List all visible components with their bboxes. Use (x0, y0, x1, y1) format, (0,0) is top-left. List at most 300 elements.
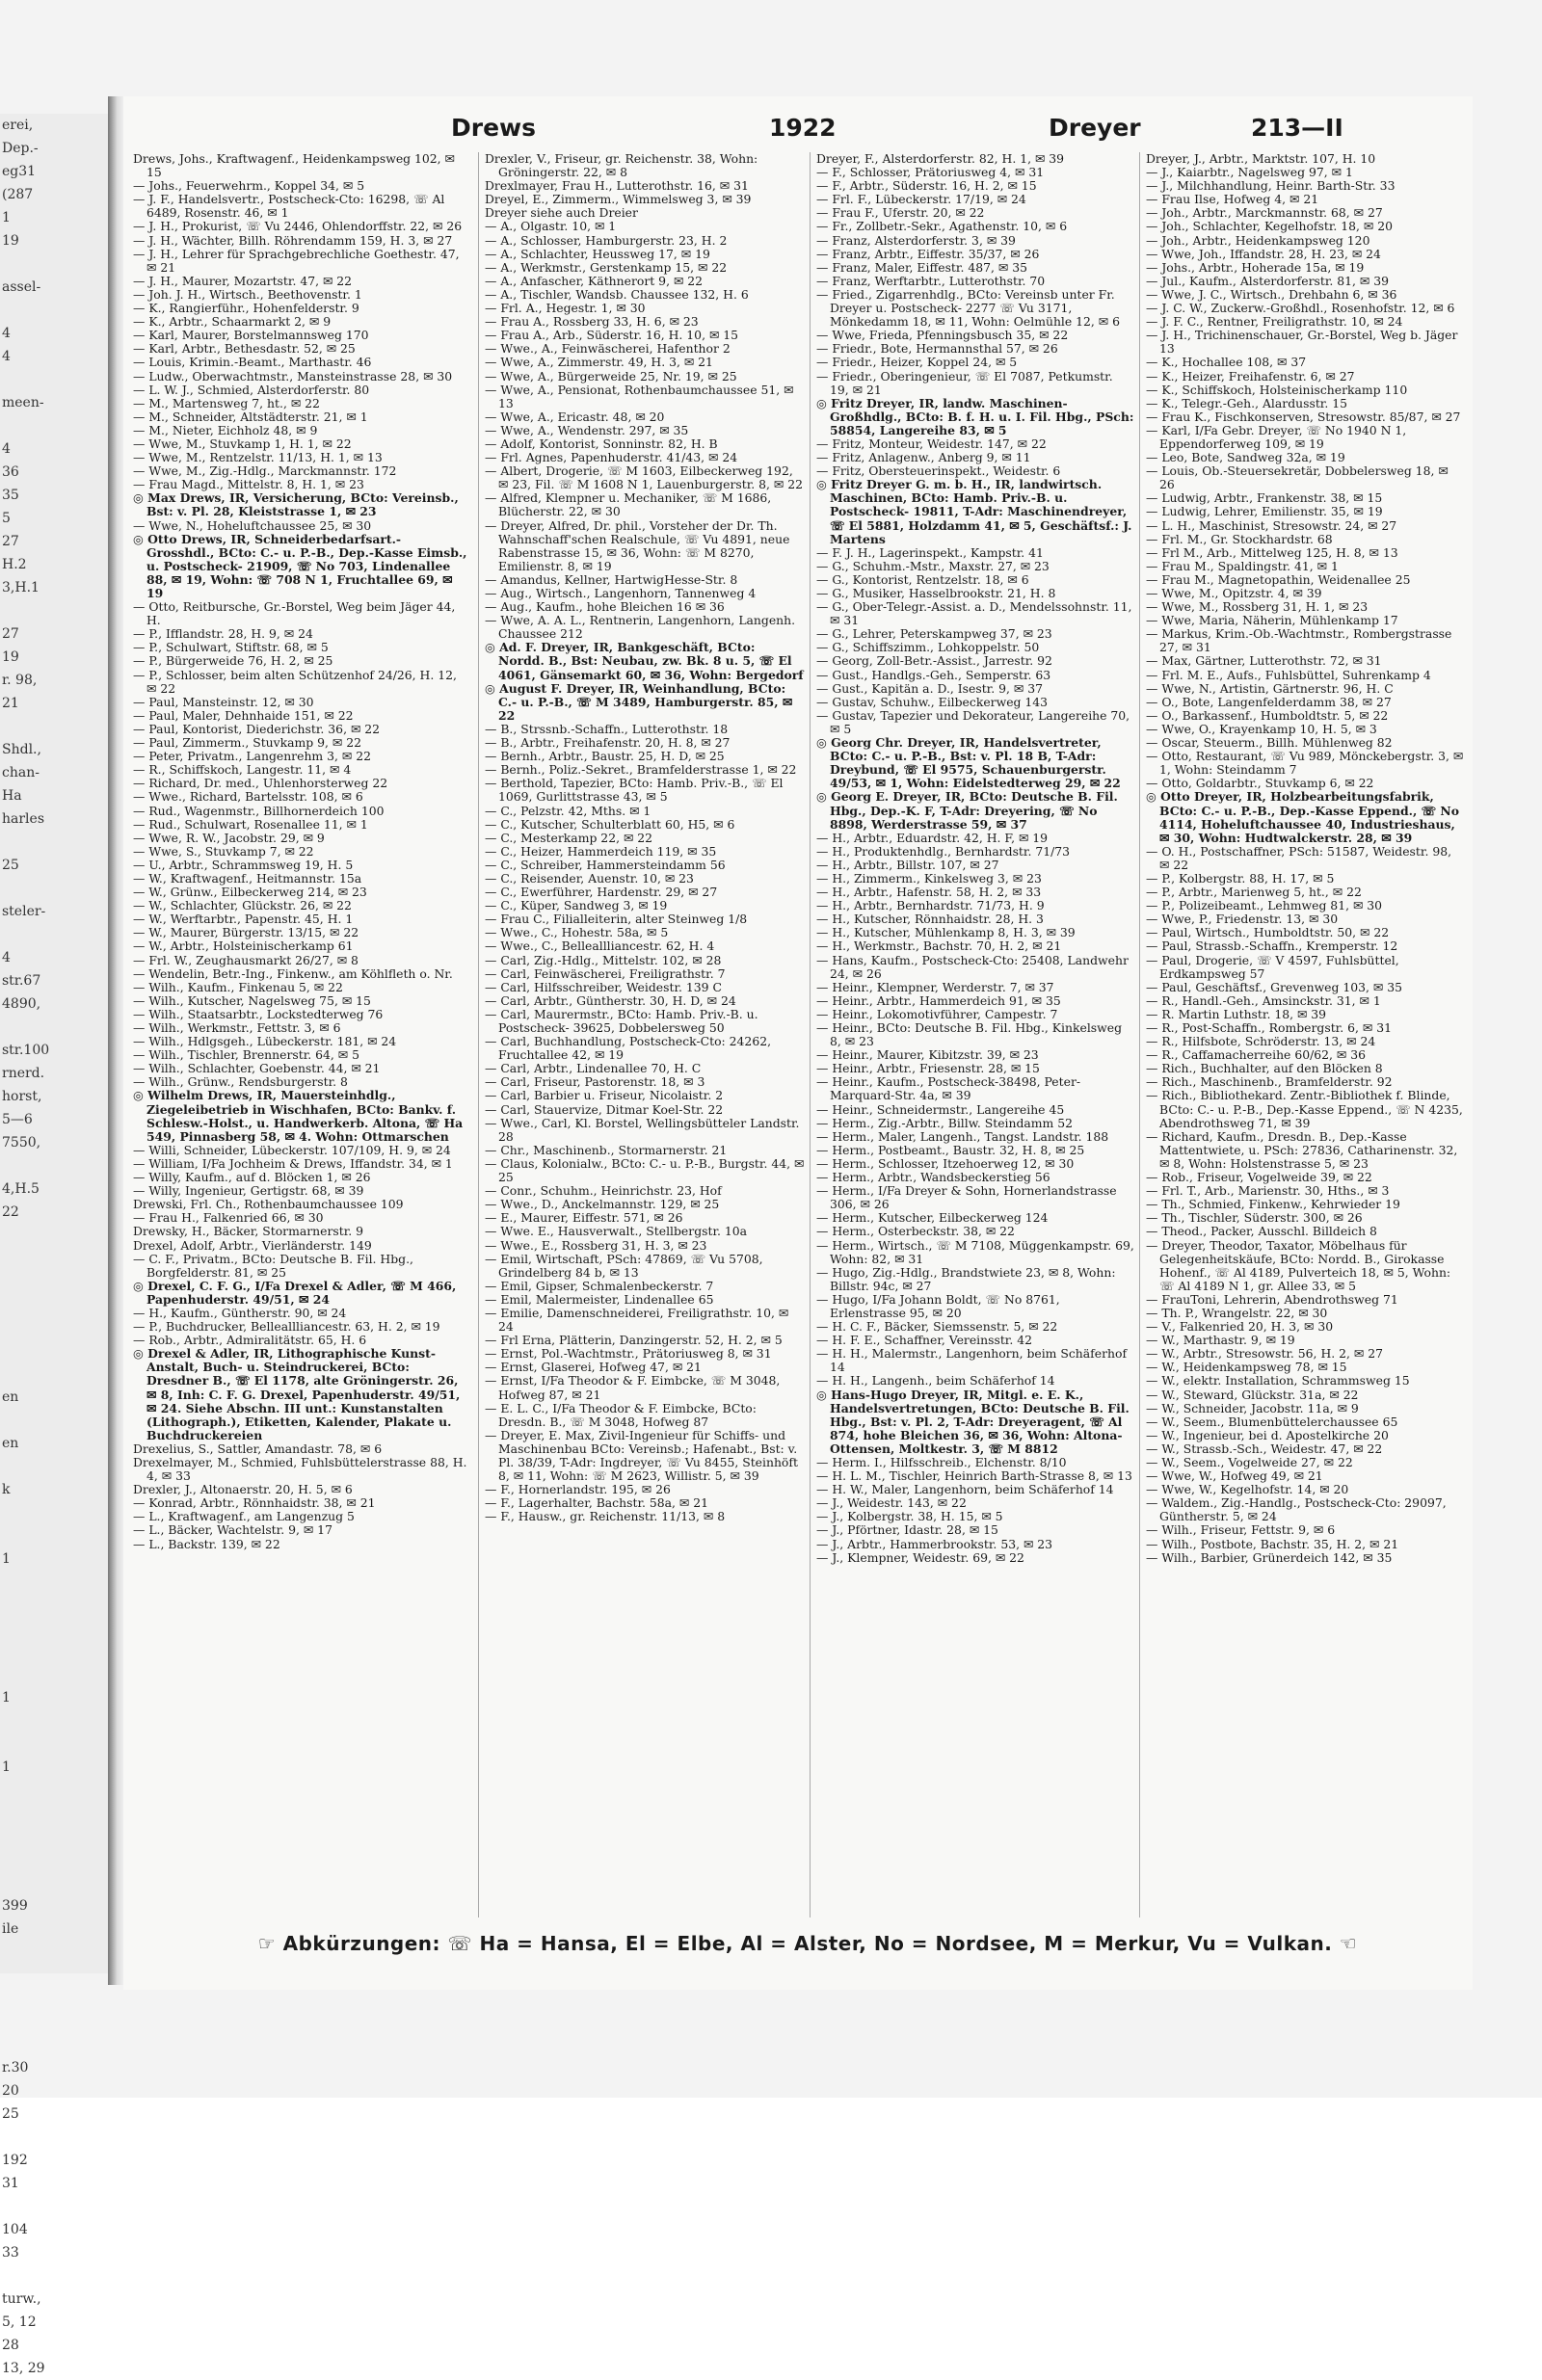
directory-entry: — W., Steward, Glückstr. 31a, ✉ 22 (1146, 1387, 1359, 1402)
directory-entry: — E., Maurer, Eiffestr. 571, ✉ 26 (485, 1210, 683, 1226)
directory-entry: Dreyer siehe auch Dreier (485, 205, 638, 221)
directory-entry: — Frl. T., Arb., Marienstr. 30, Hths., ✉ 3 (1146, 1183, 1390, 1199)
previous-page-fragment (0, 1663, 108, 1686)
directory-entry: — C., Mesterkamp 22, ✉ 22 (485, 830, 653, 845)
previous-page-fragment: 7550, (2, 1135, 41, 1150)
directory-entry: — P., Kolbergstr. 88, H. 17, ✉ 5 (1146, 870, 1335, 886)
directory-entry: — Wwe, A. A. L., Rentnerin, Langenhorn, Langenh. Chaussee 212 (485, 613, 796, 642)
directory-entry: — Emilie, Damenschneiderei, Freiligrathstr. 10, ✉ 24 (485, 1305, 789, 1335)
previous-page-fragment: en (2, 1389, 19, 1405)
directory-entry: — Wwe, W., Hofweg 49, ✉ 21 (1146, 1468, 1323, 1484)
directory-entry: — Wwe., C., Belleallliancestr. 62, H. 4 (485, 939, 715, 954)
directory-entry: Drews, Johs., Kraftwagenf., Heidenkampsweg 102, ✉ 15 (133, 151, 455, 180)
directory-entry: — Paul, Maler, Dehnhaide 151, ✉ 22 (133, 707, 354, 723)
previous-page-fragment: 4890, (2, 996, 41, 1012)
previous-page-fragment: eg31 (2, 164, 37, 179)
directory-entry: — Max, Gärtner, Lutterothstr. 72, ✉ 31 (1146, 653, 1382, 669)
directory-entry: — M., Nieter, Eichholz 48, ✉ 9 (133, 422, 318, 437)
directory-entry: — Wilh., Grünw., Rendsburgerstr. 8 (133, 1074, 348, 1090)
directory-entry: — Carl, Stauervize, Ditmar Koel-Str. 22 (485, 1101, 724, 1117)
directory-entry: — L. W. J., Schmied, Alsterdorferstr. 80 (133, 382, 370, 397)
directory-entry: — J. H., Maurer, Mozartstr. 47, ✉ 22 (133, 273, 353, 288)
directory-entry: — Wwe, M., Rentzelstr. 11/13, H. 1, ✉ 13 (133, 450, 383, 465)
previous-page-fragment: 1 (2, 1551, 11, 1567)
directory-entry: — R., Hilfsbote, Schröderstr. 13, ✉ 24 (1146, 1034, 1376, 1049)
directory-entry: — Wwe., A., Feinwäscherei, Hafenthor 2 (485, 341, 731, 357)
directory-entry: — Jul., Kaufm., Alsterdorferstr. 81, ✉ 39 (1146, 273, 1389, 288)
directory-entry: — FrauToni, Lehrerin, Abendrothsweg 71 (1146, 1291, 1398, 1307)
directory-entry: — J. H., Trichinenschauer, Gr.-Borstel, Weg b. Jäger 13 (1146, 328, 1458, 357)
directory-entry: — Wilh., Tischler, Brennerstr. 64, ✉ 5 (133, 1047, 360, 1063)
directory-entry: — G., Musiker, Hasselbrookstr. 21, H. 8 (816, 586, 1056, 600)
directory-entry: — Herm. I., Hilfsschreib., Elchenstr. 8/10 (816, 1455, 1067, 1469)
directory-entry: — Franz, Arbtr., Eiffestr. 35/37, ✉ 26 (816, 246, 1040, 261)
directory-entry: — M., Martensweg 7, ht., ✉ 22 (133, 395, 320, 410)
directory-entry: ◎ Georg E. Dreyer, IR, BCto: Deutsche B. Fil. Hbg., Dep.-K. F, T-Adr: Dreyering, ☏ No 8898, Werderstrasse 59, ✉ 37 (816, 789, 1118, 832)
previous-page-fragment (0, 599, 108, 622)
directory-entry: ◎ Ad. F. Dreyer, IR, Bankgeschäft, BCto: Nordd. B., Bst: Neubau, zw. Bk. 8 u. 5, ☏ El 4061, Gänsemarkt 60, ✉ 36, Wohn: Bergedorf (485, 640, 804, 682)
previous-page-fragment: steler- (2, 904, 46, 919)
directory-entry: — H., Arbtr., Hafenstr. 58, H. 2, ✉ 33 (816, 885, 1042, 900)
directory-entry: — Herm., Osterbeckstr. 38, ✉ 22 (816, 1224, 1015, 1239)
directory-entry: — Gust., Kapitän a. D., Isestr. 9, ✉ 37 (816, 680, 1043, 696)
previous-page-fragment (0, 1825, 108, 1848)
directory-entry: — Fritz, Monteur, Weidestr. 147, ✉ 22 (816, 436, 1047, 451)
directory-entry: — Frl. W., Zeughausmarkt 26/27, ✉ 8 (133, 952, 359, 967)
previous-page-fragment (0, 1941, 108, 1964)
previous-page-fragment (0, 1316, 108, 1339)
previous-page-fragment (0, 1455, 108, 1478)
directory-entry: — Hugo, I/Fa Johann Boldt, ☏ No 8761, Erlenstrasse 95, ✉ 20 (816, 1291, 1060, 1320)
directory-entry: ◎ Fritz Dreyer G. m. b. H., IR, landwirtsch. Maschinen, BCto: Hamb. Priv.-B. u. Postscheck- 19811, T-Adr: Maschinendreyer, ☏ El 5881, Holzdamm 41, ✉ 5, Geschäftsf.: J. Martens (816, 477, 1132, 546)
directory-entry: — Herm., I/Fa Dreyer & Sohn, Hornerlandstrasse 306, ✉ 26 (816, 1183, 1117, 1212)
directory-entry: — Karl, Maurer, Borstelmannsweg 170 (133, 328, 369, 343)
previous-page-fragment: 33 (2, 2245, 19, 2261)
directory-entry: — Wwe, W., Kegelhofstr. 14, ✉ 20 (1146, 1482, 1349, 1497)
directory-entry: — Wwe, N., Artistin, Gärtnerstr. 96, H. C (1146, 680, 1394, 696)
directory-entry: — Otto, Goldarbtr., Stuvkamp 6, ✉ 22 (1146, 776, 1374, 791)
directory-entry: — C., Heizer, Hammerdeich 119, ✉ 35 (485, 843, 717, 859)
directory-entry: — G., Schuhm.-Mstr., Maxstr. 27, ✉ 23 (816, 558, 1050, 573)
directory-entry: — F., Lagerhalter, Bachstr. 58a, ✉ 21 (485, 1495, 709, 1511)
directory-entry: — W., Grünw., Eilbeckerweg 214, ✉ 23 (133, 885, 367, 900)
directory-entry: — U., Arbtr., Schrammsweg 19, H. 5 (133, 857, 354, 872)
directory-entry: — Wwe, M., Stuvkamp 1, H. 1, ✉ 22 (133, 436, 352, 451)
directory-entry: — Carl, Barbier u. Friseur, Nicolaistr. 2 (485, 1088, 724, 1103)
directory-entry: — Friedr., Oberingenieur, ☏ El 7087, Petkumstr. 19, ✉ 21 (816, 368, 1113, 397)
directory-entry: — W., elektr. Installation, Schrammsweg 15 (1146, 1373, 1410, 1388)
directory-entry: — R., Post-Schaffn., Rombergstr. 6, ✉ 31 (1146, 1020, 1392, 1035)
directory-entry: — Willy, Kaufm., auf d. Blöcken 1, ✉ 26 (133, 1170, 371, 1185)
directory-entry: — Wwe, Joh., Iffandstr. 28, H. 23, ✉ 24 (1146, 246, 1381, 261)
directory-entry: — Gust., Handlgs.-Geh., Semperstr. 63 (816, 667, 1051, 682)
directory-entry: — H., Produktenhdlg., Bernhardstr. 71/73 (816, 843, 1071, 859)
previous-page-fragment: meen- (2, 395, 44, 410)
previous-page-fragment: r.30 (2, 2060, 29, 2076)
directory-entry: — Gustav, Tapezier und Dekorateur, Langereihe 70, ✉ 5 (816, 707, 1130, 736)
directory-entry: — J. F., Handelsvertr., Postscheck-Cto: 16298, ☏ Al 6489, Rosenstr. 46, ✉ 1 (133, 192, 445, 221)
directory-entry: — H. W., Maler, Langenhorn, beim Schäferhof 14 (816, 1482, 1114, 1497)
directory-entry: — J., Kaiarbtr., Nagelsweg 97, ✉ 1 (1146, 165, 1353, 180)
header-right-keyword: Dreyer (1049, 114, 1141, 142)
directory-entry: — Franz, Maler, Eiffestr. 487, ✉ 35 (816, 259, 1027, 275)
directory-entry: — Herm., Postbeamt., Baustr. 32, H. 8, ✉ 25 (816, 1142, 1085, 1157)
page-number: 213—II (1251, 114, 1343, 142)
previous-page-fragment (0, 1362, 108, 1386)
directory-entry: — F. J. H., Lagerinspekt., Kampstr. 41 (816, 544, 1044, 560)
previous-page-fragment: 31 (2, 2176, 19, 2191)
directory-entry: — C., Reisender, Auenstr. 10, ✉ 23 (485, 870, 694, 886)
directory-entry: — Wwe., Richard, Bartelsstr. 108, ✉ 6 (133, 789, 363, 805)
directory-entry: — Wwe., E., Rossberg 31, H. 3, ✉ 23 (485, 1237, 707, 1253)
directory-entry: ◎ Drexel, C. F. G., I/Fa Drexel & Adler, ☏ M 466, Papenhuderstr. 49/51, ✉ 24 (133, 1278, 457, 1307)
directory-entry: — A., Schlachter, Heussweg 17, ✉ 19 (485, 246, 710, 261)
previous-page-fragment (0, 1247, 108, 1270)
previous-page-fragment: assel- (2, 279, 41, 295)
directory-entry: — Wwe, Frieda, Pfenningsbusch 35, ✉ 22 (816, 328, 1069, 343)
directory-entry: — K., Telegr.-Geh., Alardusstr. 15 (1146, 395, 1348, 410)
directory-entry: — H., Arbtr., Billstr. 107, ✉ 27 (816, 857, 999, 872)
previous-page-fragment (0, 2195, 108, 2218)
previous-page-fragment (0, 1409, 108, 1432)
directory-entry: — Heinr., Arbtr., Hammerdeich 91, ✉ 35 (816, 992, 1061, 1008)
directory-entry: — Joh., Schlachter, Kegelhofstr. 18, ✉ 20 (1146, 219, 1393, 234)
directory-entry: — Wwe, P., Friedenstr. 13, ✉ 30 (1146, 912, 1339, 927)
directory-entry: — Frau K., Fischkonserven, Stresowstr. 85/87, ✉ 27 (1146, 409, 1461, 424)
directory-entry: — Karl, Arbtr., Bethesdastr. 52, ✉ 25 (133, 341, 356, 357)
previous-page-fragment (0, 1732, 108, 1756)
previous-page-fragment (0, 1709, 108, 1732)
directory-entry: — Berthold, Tapezier, BCto: Hamb. Priv.-B., ☏ El 1069, Gurlittstrasse 43, ✉ 5 (485, 776, 784, 805)
previous-page-fragment (0, 1779, 108, 1802)
directory-entry: — H., Werkmstr., Bachstr. 70, H. 2, ✉ 21 (816, 939, 1062, 954)
directory-entry: — Rud., Wagenmstr., Billhornerdeich 100 (133, 803, 385, 818)
directory-entry: — L., Backstr. 139, ✉ 22 (133, 1536, 280, 1551)
directory-entry: — H., Arbtr., Eduardstr. 42, H. F, ✉ 19 (816, 830, 1049, 845)
directory-entry: — Wwe., D., Anckelmannstr. 129, ✉ 25 (485, 1197, 720, 1212)
previous-page-fragment: 4 (2, 349, 11, 364)
previous-page-fragment: Ha (2, 788, 22, 804)
directory-entry: Drexler, J., Altonaerstr. 20, H. 5, ✉ 6 (133, 1482, 353, 1497)
directory-entry: — Carl, Friseur, Pastorenstr. 18, ✉ 3 (485, 1074, 705, 1090)
previous-page-fragment (0, 299, 108, 322)
previous-page-fragment: 13, 29 (2, 2361, 45, 2376)
directory-entry: — Heinr., Lokomotivführer, Campestr. 7 (816, 1006, 1058, 1021)
directory-entry: — Carl, Maurermstr., BCto: Hamb. Priv.-B. u. Postscheck- 39625, Dobbelersweg 50 (485, 1006, 758, 1035)
directory-entry: — O., Bote, Langenfelderdamm 38, ✉ 27 (1146, 694, 1392, 709)
directory-entry: — Wwe. E., Hausverwalt., Stellbergstr. 10a (485, 1224, 748, 1239)
directory-entry: — F., Hausw., gr. Reichenstr. 11/13, ✉ 8 (485, 1509, 726, 1524)
directory-entry: — W., Maurer, Bürgerstr. 13/15, ✉ 22 (133, 925, 359, 940)
directory-entry: — Rich., Bibliothekard. Zentr.-Bibliothek f. Blinde, BCto: C.- u. P.-B., Dep.-Kasse Eppend., ☏ N 4235, Abendrothsweg 71, ✉ 39 (1146, 1088, 1463, 1130)
previous-page-fragment: 1 (2, 1690, 11, 1706)
directory-entry: — Carl, Buchhandlung, Postscheck-Cto: 24262, Fruchtallee 42, ✉ 19 (485, 1034, 772, 1063)
directory-entry: ◎ Wilhelm Drews, IR, Mauersteinhdlg., Ziegeleibetrieb in Wischhafen, BCto: Bankv. f. Schlesw.-Holst., u. Handwerkerb. Altona, ☏ Ha 549, Pinnasberg 58, ✉ 4. Wohn: Ottmarschen (133, 1088, 464, 1144)
directory-entry: — Frl. A., Hegestr. 1, ✉ 30 (485, 301, 646, 316)
directory-entry: — Herm., Wirtsch., ☏ M 7108, Müggenkampstr. 69, Wohn: 82, ✉ 31 (816, 1237, 1134, 1266)
directory-entry: — R., Handl.-Geh., Amsinckstr. 31, ✉ 1 (1146, 992, 1381, 1008)
directory-entry: — Wwe, N., Hoheluftchaussee 25, ✉ 30 (133, 517, 372, 533)
directory-entry: — Friedr., Bote, Hermannsthal 57, ✉ 26 (816, 341, 1058, 357)
directory-entry: Drexler, V., Friseur, gr. Reichenstr. 38, Wohn: Gröningerstr. 22, ✉ 8 (485, 151, 758, 180)
previous-page-fragment: 27 (2, 534, 19, 549)
directory-entry: — Frl. M. E., Aufs., Fuhlsbüttel, Suhrenkamp 4 (1146, 667, 1431, 682)
directory-entry: — W., Heidenkampsweg 78, ✉ 15 (1146, 1360, 1347, 1375)
previous-page-fragment: 28 (2, 2338, 19, 2353)
directory-entry: — G., Kontorist, Rentzelstr. 18, ✉ 6 (816, 571, 1029, 587)
previous-page-fragment: 5 (2, 511, 11, 526)
directory-entry: — G., Ober-Telegr.-Assist. a. D., Mendelssohnstr. 11, ✉ 31 (816, 599, 1132, 628)
previous-page-fragment: 36 (2, 464, 19, 480)
previous-page-fragment (0, 1571, 108, 1594)
directory-entry: — Georg, Zoll-Betr.-Assist., Jarrestr. 92 (816, 653, 1052, 669)
previous-page-fragment: turw., (2, 2291, 41, 2307)
directory-entry: ◎ Otto Drews, IR, Schneiderbedarfsart.-Grosshdl., BCto: C.- u. P.-B., Dep.-Kasse Eimsb., u. Postscheck- 21909, ☏ No 703, Lindenallee 88, ✉ 19, Wohn: ☏ 708 N 1, Fruchtallee 69, ✉ 19 (133, 531, 467, 600)
previous-page-fragment: 19 (2, 649, 19, 665)
directory-entry: — Wilh., Friseur, Fettstr. 9, ✉ 6 (1146, 1522, 1336, 1538)
previous-page-fragment (0, 715, 108, 738)
directory-entry: — Frl M., Arb., Mittelweg 125, H. 8, ✉ 13 (1146, 544, 1398, 560)
directory-entry: — L., Bäcker, Wachtelstr. 9, ✉ 17 (133, 1522, 332, 1538)
directory-entry: — Frau M., Magnetopathin, Weidenallee 25 (1146, 571, 1411, 587)
previous-page-fragment: harles (2, 811, 45, 827)
directory-entry: — J. C. W., Zuckerw.-Großhdl., Rosenhofstr. 12, ✉ 6 (1146, 301, 1455, 316)
previous-page-fragment: ile (2, 1921, 19, 1937)
directory-entry: — Frau C., Filialleiterin, alter Steinweg 1/8 (485, 912, 748, 927)
previous-page-fragment (0, 2010, 108, 2033)
previous-page-fragment: (287 (2, 187, 34, 202)
directory-entry: — Rob., Friseur, Vogelweide 39, ✉ 22 (1146, 1170, 1372, 1185)
directory-entry: — J. F. C., Rentner, Freiligrathstr. 10, ✉ 24 (1146, 314, 1403, 330)
directory-entry: Drexel, Adolf, Arbtr., Vierländerstr. 149 (133, 1237, 372, 1253)
directory-entry: — W., Schneider, Jacobstr. 11a, ✉ 9 (1146, 1400, 1359, 1415)
directory-entry: — Dreyer, Theodor, Taxator, Möbelhaus für Gelegenheitskäufe, BCto: Nordd. B., Girokasse Hohenf., ☏ Al 4189, Pulverteich 18, ✉ 5, Wohn: ☏ Al 4189 N 1, gr. Allee 33, ✉ 5 (1146, 1237, 1451, 1293)
directory-entry: — Heinr., Schneidermstr., Langereihe 45 (816, 1101, 1065, 1117)
directory-entry: ◎ Hans-Hugo Dreyer, IR, Mitgl. e. E. K., Handelsvertretungen, BCto: Deutsche B. Fil. Hbg., Bst: v. Pl. 2, T-Adr: Dreyeragent, ☏ Al 874, hohe Bleichen 36, ✉ 36, Wohn: Altona-Ottensen, Moltkestr. 3, ☏ M 8812 (816, 1387, 1130, 1456)
previous-page-fragment: 27 (2, 626, 19, 642)
previous-page-fragment: rnerd. (2, 1066, 45, 1081)
previous-page-fragment: 5, 12 (2, 2314, 37, 2330)
column-4 (1139, 152, 1468, 1917)
directory-entry: — B., Strssnb.-Schaffn., Lutterothstr. 18 (485, 721, 729, 736)
previous-page-fragment (0, 1802, 108, 1825)
directory-entry: — H. C. F., Bäcker, Siemssenstr. 5, ✉ 22 (816, 1319, 1058, 1335)
directory-entry: — H., Kutscher, Mühlenkamp 8, H. 3, ✉ 39 (816, 925, 1076, 940)
directory-entry: — Louis, Krimin.-Beamt., Marthastr. 46 (133, 355, 372, 370)
directory-entry: — Adolf, Kontorist, Sonninstr. 82, H. B (485, 436, 718, 451)
directory-entry: Drewsky, H., Bäcker, Stormarnerstr. 9 (133, 1224, 364, 1239)
previous-page-fragment (0, 368, 108, 391)
previous-page-fragment: 35 (2, 488, 19, 503)
directory-entry: — Rob., Arbtr., Admiralitätstr. 65, H. 6 (133, 1333, 367, 1348)
directory-entry: — H. F. E., Schaffner, Vereinsstr. 42 (816, 1333, 1033, 1348)
directory-entry: — Paul, Geschäftsf., Grevenweg 103, ✉ 35 (1146, 979, 1402, 994)
directory-entry: — Claus, Kolonialw., BCto: C.- u. P.-B., Burgstr. 44, ✉ 25 (485, 1155, 805, 1185)
directory-entry: — H. L. M., Tischler, Heinrich Barth-Strasse 8, ✉ 13 (816, 1468, 1132, 1484)
directory-entry: — J., Klempner, Weidestr. 69, ✉ 22 (816, 1549, 1024, 1565)
previous-page-fragment: horst, (2, 1089, 42, 1104)
previous-page-fragment: 1 (2, 210, 11, 225)
directory-entry: — Wilh., Schlachter, Goebenstr. 44, ✉ 21 (133, 1061, 381, 1076)
directory-entry: — F., Arbtr., Süderstr. 16, H. 2, ✉ 15 (816, 178, 1037, 194)
directory-entry: — Hans, Kaufm., Postscheck-Cto: 25408, Landwehr 24, ✉ 26 (816, 952, 1129, 981)
directory-entry: — Leo, Bote, Sandweg 32a, ✉ 19 (1146, 450, 1345, 465)
directory-entry: — Hugo, Zig.-Hdlg., Brandstwiete 23, ✉ 8, Wohn: Billstr. 94c, ✉ 27 (816, 1264, 1116, 1293)
directory-entry: — C., Schreiber, Hammersteindamm 56 (485, 857, 726, 872)
previous-page-fragment: erei, (2, 118, 34, 133)
directory-entry: — Heinr., Klempner, Werderstr. 7, ✉ 37 (816, 979, 1054, 994)
directory-entry: — L., Kraftwagenf., am Langenzug 5 (133, 1509, 355, 1524)
directory-entry: ◎ Fritz Dreyer, IR, landw. Maschinen-Großhdlg., BCto: B. f. H. u. I. Fil. Hbg., PSch: 58854, Langereihe 83, ✉ 5 (816, 395, 1134, 437)
directory-entry: — Konrad, Arbtr., Rönnhaidstr. 38, ✉ 21 (133, 1495, 376, 1511)
directory-entry: — Willi, Schneider, Lübeckerstr. 107/109, H. 9, ✉ 24 (133, 1142, 451, 1157)
directory-entry: — Frau A., Arb., Süderstr. 16, H. 10, ✉ 15 (485, 328, 739, 343)
directory-entry: — Wilh., Werkmstr., Fettstr. 3, ✉ 6 (133, 1020, 341, 1035)
directory-entry: — Dreyer, Alfred, Dr. phil., Vorsteher der Dr. Th. Wahnschaff'schen Realschule, ☏ Vu 4891, neue Rabenstrasse 15, ✉ 36, Wohn: ☏ M 8270, Emilienstr. 8, ✉ 19 (485, 517, 790, 573)
previous-page-fragment (0, 831, 108, 854)
directory-entry: — Emil, Wirtschaft, PSch: 47869, ☏ Vu 5708, Grindelberg 84 b, ✉ 13 (485, 1251, 763, 1280)
directory-entry: — Emil, Gipser, Schmalenbeckerstr. 7 (485, 1278, 714, 1293)
directory-entry: — H., Zimmerm., Kinkelsweg 3, ✉ 23 (816, 870, 1042, 886)
column-3 (810, 152, 1138, 1917)
directory-entry: — W., Arbtr., Holsteinischerkamp 61 (133, 939, 354, 954)
previous-page-fragment (0, 2126, 108, 2149)
directory-entry: — Waldem., Zig.-Handlg., Postscheck-Cto: 29097, Güntherstr. 5, ✉ 24 (1146, 1495, 1447, 1524)
directory-entry: — Markus, Krim.-Ob.-Wachtmstr., Rombergstrasse 27, ✉ 31 (1146, 626, 1452, 655)
directory-entry: — Wwe, A., Pensionat, Rothenbaumchaussee 51, ✉ 13 (485, 382, 794, 410)
directory-entry: — Rich., Maschinenb., Bramfelderstr. 92 (1146, 1074, 1393, 1090)
directory-entry: — F., Hornerlandstr. 195, ✉ 26 (485, 1482, 671, 1497)
directory-entry: — Wwe, R. W., Jacobstr. 29, ✉ 9 (133, 830, 325, 845)
directory-entry: — Ludwig, Lehrer, Emilienstr. 35, ✉ 19 (1146, 504, 1383, 519)
directory-entry: — Rud., Schulwart, Rosenallee 11, ✉ 1 (133, 816, 368, 832)
previous-page-fragment (0, 1594, 108, 1617)
directory-entry: — Wilh., Barbier, Grünerdeich 142, ✉ 35 (1146, 1549, 1393, 1565)
directory-columns (123, 152, 1473, 1917)
directory-entry: — J. H., Lehrer für Sprachgebrechliche Goethestr. 47, ✉ 21 (133, 246, 460, 275)
directory-entry: — P., Schulwart, Stiftstr. 68, ✉ 5 (133, 640, 329, 655)
directory-entry: — Paul, Mansteinstr. 12, ✉ 30 (133, 694, 314, 709)
directory-entry: Drexelmayer, M., Schmied, Fuhlsbüttelerstrasse 88, H. 4, ✉ 33 (133, 1455, 467, 1484)
directory-entry: — W., Ingenieur, bei d. Apostelkirche 20 (1146, 1427, 1389, 1442)
directory-entry: — Frl Erna, Plätterin, Danzingerstr. 52, H. 2, ✉ 5 (485, 1333, 783, 1348)
previous-page-fragment (0, 1871, 108, 1894)
directory-entry: — H., Kaufm., Güntherstr. 90, ✉ 24 (133, 1305, 347, 1320)
directory-entry: ◎ August F. Dreyer, IR, Weinhandlung, BCto: C.- u. P.-B., ☏ M 3489, Hamburgerstr. 85, ✉ 22 (485, 680, 793, 723)
directory-entry: — Wwe., C., Hohestr. 58a, ✉ 5 (485, 925, 669, 940)
header-year: 1922 (769, 114, 837, 142)
directory-entry: — Wwe, A., Wendenstr. 297, ✉ 35 (485, 422, 689, 437)
directory-entry: — Carl, Arbtr., Güntherstr. 30, H. D, ✉ 24 (485, 992, 736, 1008)
directory-entry: — G., Lehrer, Peterskampweg 37, ✉ 23 (816, 626, 1052, 642)
previous-page-fragment (0, 1154, 108, 1177)
directory-entry: — Ludw., Oberwachtmstr., Mansteinstrasse 28, ✉ 30 (133, 368, 453, 383)
directory-entry: — Paul, Wirtsch., Humboldtstr. 50, ✉ 22 (1146, 925, 1390, 940)
directory-entry: — Ernst, I/Fa Theodor & F. Eimbcke, ☏ M 3048, Hofweg 87, ✉ 21 (485, 1373, 781, 1402)
directory-entry: Drexelius, S., Sattler, Amandastr. 78, ✉ 6 (133, 1441, 383, 1456)
previous-page-fragment: 5—6 (2, 1112, 33, 1127)
directory-entry: — C., Ewerführer, Hardenstr. 29, ✉ 27 (485, 885, 718, 900)
previous-page-fragment (0, 2033, 108, 2056)
directory-entry: — A., Olgastr. 10, ✉ 1 (485, 219, 617, 234)
directory-entry: — P., Buchdrucker, Belleallliancestr. 63, H. 2, ✉ 19 (133, 1319, 440, 1335)
previous-page-fragment (0, 414, 108, 437)
directory-entry: — Franz, Werftarbtr., Lutterothstr. 70 (816, 273, 1046, 288)
previous-page-fragment (0, 252, 108, 276)
directory-entry: — W., Marthastr. 9, ✉ 19 (1146, 1333, 1295, 1348)
directory-page (123, 96, 1473, 1990)
directory-entry: — Herm., Arbtr., Wandsbeckerstieg 56 (816, 1170, 1050, 1185)
directory-entry: — Albert, Drogerie, ☏ M 1603, Eilbeckerweg 192, ✉ 23, Fil. ☏ M 1608 N 1, Lauenburgerstr. 8, ✉ 22 (485, 463, 803, 492)
directory-entry: — Gustav, Schuhw., Eilbeckerweg 143 (816, 694, 1049, 709)
directory-entry: — Wwe, A., Ericastr. 48, ✉ 20 (485, 409, 665, 424)
previous-page-fragment (0, 877, 108, 900)
directory-entry: — H. H., Langenh., beim Schäferhof 14 (816, 1373, 1055, 1388)
previous-page-fragment: 4 (2, 326, 11, 341)
directory-entry: — O. H., Postschaffner, PSch: 51587, Weidestr. 98, ✉ 22 (1146, 843, 1452, 872)
directory-entry: — E. L. C., I/Fa Theodor & F. Eimbcke, BCto: Dresdn. B., ☏ M 3048, Hofweg 87 (485, 1400, 757, 1429)
previous-page-fragment: 104 (2, 2222, 28, 2237)
directory-entry: — W., Werftarbtr., Papenstr. 45, H. 1 (133, 912, 354, 927)
previous-page-fragment: H.2 (2, 557, 27, 572)
directory-entry: — R., Caffamacherreihe 60/62, ✉ 36 (1146, 1047, 1366, 1063)
directory-entry: — W., Seem., Blumenbüttelerchaussee 65 (1146, 1414, 1398, 1429)
directory-entry: — Heinr., BCto: Deutsche B. Fil. Hbg., Kinkelsweg 8, ✉ 23 (816, 1020, 1123, 1049)
directory-entry: — A., Werkmstr., Gerstenkamp 15, ✉ 22 (485, 259, 728, 275)
directory-entry: — Herm., Maler, Langenh., Tangst. Landstr. 188 (816, 1128, 1109, 1144)
previous-page-fragment (0, 1964, 108, 1987)
directory-entry: — W., Kraftwagenf., Heitmannstr. 15a (133, 870, 362, 886)
previous-page-fragment: str.100 (2, 1043, 50, 1058)
directory-entry: — K., Schiffskoch, Holsteinischerkamp 110 (1146, 382, 1408, 397)
directory-entry: — P., Polizeibeamt., Lehmweg 81, ✉ 30 (1146, 898, 1383, 913)
directory-entry: — Fritz, Anlagenw., Anberg 9, ✉ 11 (816, 450, 1031, 465)
previous-page-fragment (0, 2264, 108, 2287)
directory-entry: — Wendelin, Betr.-Ing., Finkenw., am Köhlfleth o. Nr. (133, 965, 453, 981)
directory-entry: — Wwe, A., Bürgerweide 25, Nr. 19, ✉ 25 (485, 368, 737, 383)
previous-page-fragment: 4 (2, 441, 11, 457)
directory-entry: — Johs., Feuerwehrm., Koppel 34, ✉ 5 (133, 178, 365, 194)
directory-entry: — Emil, Malermeister, Lindenallee 65 (485, 1291, 714, 1307)
directory-entry: — Wwe, M., Zig.-Hdlg., Marckmannstr. 172 (133, 463, 397, 479)
directory-entry: — Bernh., Arbtr., Baustr. 25, H. D, ✉ 25 (485, 749, 725, 764)
directory-entry: — Herm., Kutscher, Eilbeckerweg 124 (816, 1210, 1049, 1226)
directory-entry: — A., Anfascher, Käthnerort 9, ✉ 22 (485, 273, 704, 288)
directory-entry: — K., Heizer, Freihafenstr. 6, ✉ 27 (1146, 368, 1355, 383)
previous-page-fragment: k (2, 1482, 11, 1497)
directory-entry: ◎ Drexel & Adler, IR, Lithographische Kunst-Anstalt, Buch- u. Steindruckerei, BCto: Dresdner B., ☏ El 1178, alte Gröningerstr. 26, ✉ 8, Inh: C. F. G. Drexel, Papenhuderstr. 49/51, ✉ 24. Siehe Abschn. III unt.: Kunstanstalten (Lithograph.), Etiketten, Kalender, Plakate u. Buchdruckereien (133, 1346, 461, 1442)
directory-entry: — Alfred, Klempner u. Mechaniker, ☏ M 1686, Blücherstr. 22, ✉ 30 (485, 490, 772, 519)
directory-entry: — Ernst, Pol.-Wachtmstr., Prätoriusweg 8, ✉ 31 (485, 1346, 772, 1362)
directory-entry: — J., Kolbergstr. 38, H. 15, ✉ 5 (816, 1509, 1003, 1524)
directory-entry: — R., Schiffskoch, Langestr. 11, ✉ 4 (133, 762, 352, 778)
directory-entry: — Bernh., Poliz.-Sekret., Bramfelderstrasse 1, ✉ 22 (485, 762, 797, 778)
directory-entry: ◎ Max Drews, IR, Versicherung, BCto: Vereinsb., Bst: v. Pl. 28, Kleiststrasse 1, ✉ 23 (133, 490, 459, 519)
column-1 (133, 152, 472, 1917)
previous-page-fragment (0, 1987, 108, 2010)
directory-entry: — Wwe., Carl, Kl. Borstel, Wellingsbütteler Landstr. 28 (485, 1115, 800, 1144)
previous-page-fragment: Dep.- (2, 141, 39, 156)
directory-entry: — Willy, Ingenieur, Gertigstr. 68, ✉ 39 (133, 1183, 364, 1199)
previous-page-fragment: en (2, 1436, 19, 1451)
directory-entry: — Franz, Alsterdorferstr. 3, ✉ 39 (816, 232, 1016, 248)
directory-entry: — Heinr., Maurer, Kibitzstr. 39, ✉ 23 (816, 1047, 1039, 1063)
directory-entry: — Dreyer, E. Max, Zivil-Ingenieur für Schiffs- und Maschinenbau BCto: Vereinsb.; Hafenabt., Bst: v. Pl. 38/39, T-Adr: Ingdreyer, ☏ Vu 8455, Steinhöft 8, ✉ 11, Wohn: ☏ M 2623, Willistr. 5, ✉ 39 (485, 1427, 798, 1484)
previous-page-fragment: 19 (2, 233, 19, 249)
directory-entry: — Conr., Schuhm., Heinrichstr. 23, Hof (485, 1183, 722, 1199)
directory-entry: Drewski, Frl. Ch., Rothenbaumchaussee 109 (133, 1197, 404, 1212)
directory-entry: — Amandus, Kellner, HartwigHesse-Str. 8 (485, 571, 738, 587)
